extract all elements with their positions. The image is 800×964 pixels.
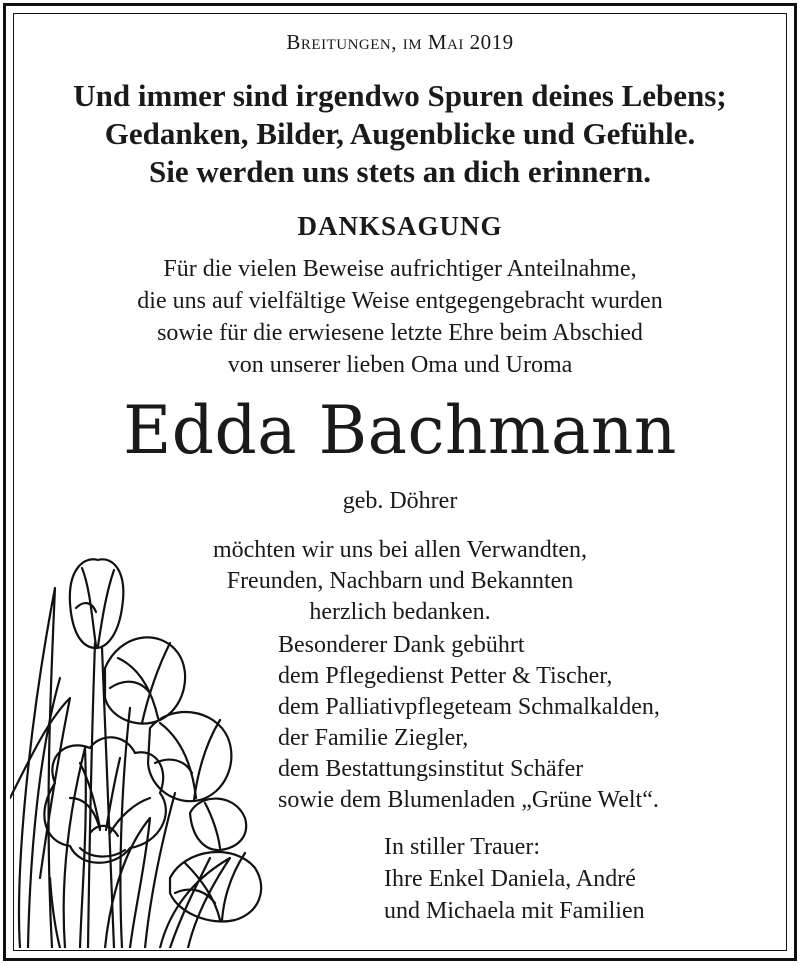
verse-line: Und immer sind irgendwo Spuren deines Lebens; xyxy=(73,78,727,113)
special-thanks xyxy=(278,630,660,816)
verse-line: Sie werden uns stets an dich erinnern. xyxy=(148,154,652,189)
special-thanks-line: sowie dem Blumenladen „Grüne Welt“. xyxy=(278,787,659,813)
intro-line: die uns auf vielfältige Weise entgegengebracht wurden xyxy=(137,288,663,314)
intro-line: Für die vielen Beweise aufrichtiger Anteilnahme, xyxy=(163,256,637,282)
thanks-line: möchten wir uns bei allen Verwandten, xyxy=(212,537,588,563)
mourning-label: In stiller Trauer: xyxy=(384,834,540,860)
memorial-verse xyxy=(0,77,800,191)
thanks-line: herzlich bedanken. xyxy=(309,599,491,625)
intro-line: sowie für die erwiesene letzte Ehre beim Abschied xyxy=(157,320,643,346)
intro-line: von unserer lieben Oma und Uroma xyxy=(227,352,573,378)
notice-heading: DANKSAGUNG xyxy=(297,211,503,241)
thanks-line: Freunden, Nachbarn und Bekannten xyxy=(226,568,574,594)
special-thanks-line: der Familie Ziegler, xyxy=(278,725,469,751)
special-thanks-line: dem Bestattungsinstitut Schäfer xyxy=(278,756,584,782)
thanks-text xyxy=(80,535,720,628)
signatory-line: und Michaela mit Familien xyxy=(384,898,645,924)
deceased-name: Edda Bachmann xyxy=(123,392,677,469)
special-thanks-line: dem Palliativpflegeteam Schmalkalden, xyxy=(278,694,660,720)
place-date: Breitungen, im Mai 2019 xyxy=(286,30,514,54)
intro-text xyxy=(0,253,800,381)
maiden-name: geb. Döhrer xyxy=(342,488,458,514)
special-thanks-line: Besonderer Dank gebührt xyxy=(278,632,525,658)
signoff xyxy=(384,831,645,927)
verse-line: Gedanken, Bilder, Augenblicke und Gefühle. xyxy=(104,116,696,151)
signatory-line: Ihre Enkel Daniela, André xyxy=(384,866,636,892)
special-thanks-line: dem Pflegedienst Petter & Tischer, xyxy=(278,663,613,689)
